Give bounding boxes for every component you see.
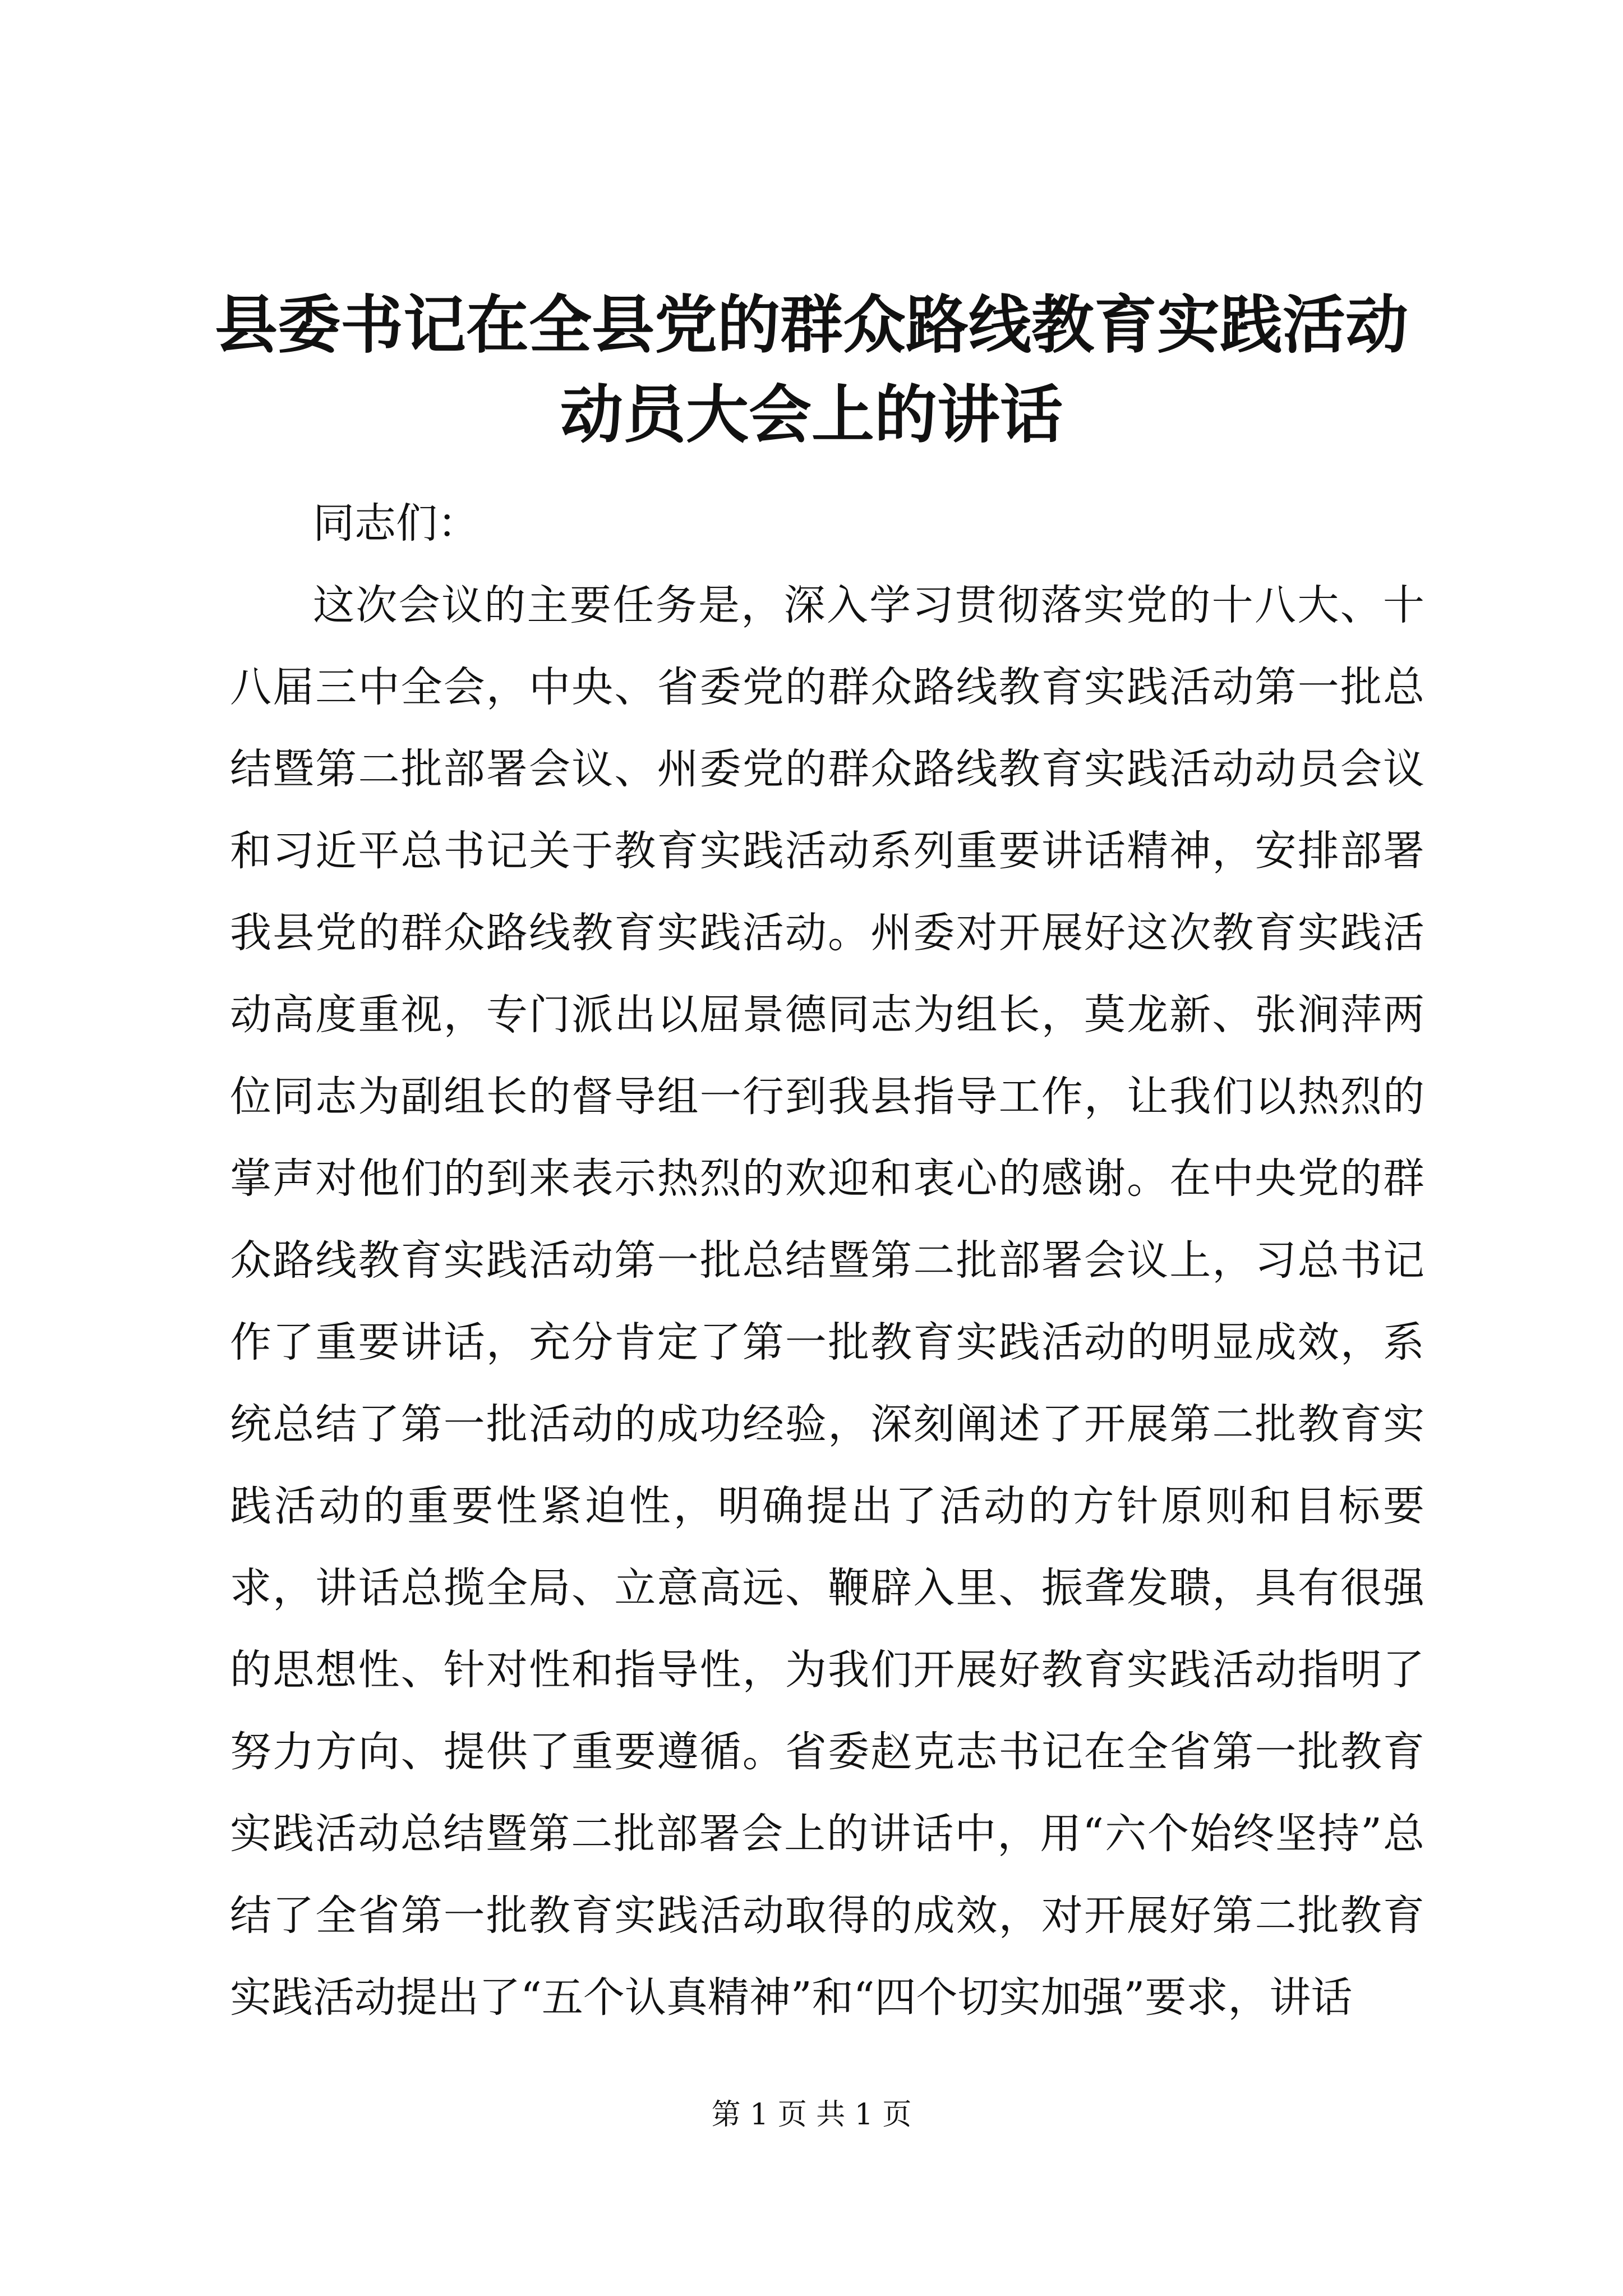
document-body	[230, 482, 1424, 2039]
document-title: 县委书记在全县党的群众路线教育实践活动动员大会上的讲话	[215, 288, 1408, 452]
salutation: 同志们：	[313, 499, 479, 547]
page-number-label: 第 1 页 共 1 页	[711, 2098, 912, 2132]
page-footer	[0, 2095, 1623, 2134]
body-paragraph: 这次会议的主要任务是，深入学习贯彻落实党的十八大、十八届三中全会，中央、省委党的群众路线教育实践活动第一批总结暨第二批部署会议、州委党的群众路线教育实践活动动员会议和习近平总书记关于教育实践活动系列重要讲话精神，安排部署我县党的群众路线教育实践活动。州委对开展好这次教育实践活动高度重视，专门派出以屈景德同志为组长，莫龙新、张涧萍两位同志为副组长的督导组一行到我县指导工作，让我们以热烈的掌声对他们的到来表示热烈的欢迎和衷心的感谢。在中央党的群众路线教育实践活动第一批总结暨第二批部署会议上，习总书记作了重要讲话，充分肯定了第一批教育实践活动的明显成效，系统总结了第一批活动的成功经验，深刻阐述了开展第二批教育实践活动的重要性紧迫性，明确提出了活动的方针原则和目标要求，讲话总揽全局、立意高远、鞭辟入里、振聋发聩，具有很强的思想性、针对性和指导性，为我们开展好教育实践活动指明了努力方向、提供了重要遵循。省委赵克志书记在全省第一批教育实践活动总结暨第二批部署会上的讲话中，用“六个始终坚持”总结了全省第一批教育实践活动取得的成效，对开展好第二批教育实践活动提出了“五个认真精神”和“四个切实加强”要求，讲话	[230, 581, 1424, 2022]
